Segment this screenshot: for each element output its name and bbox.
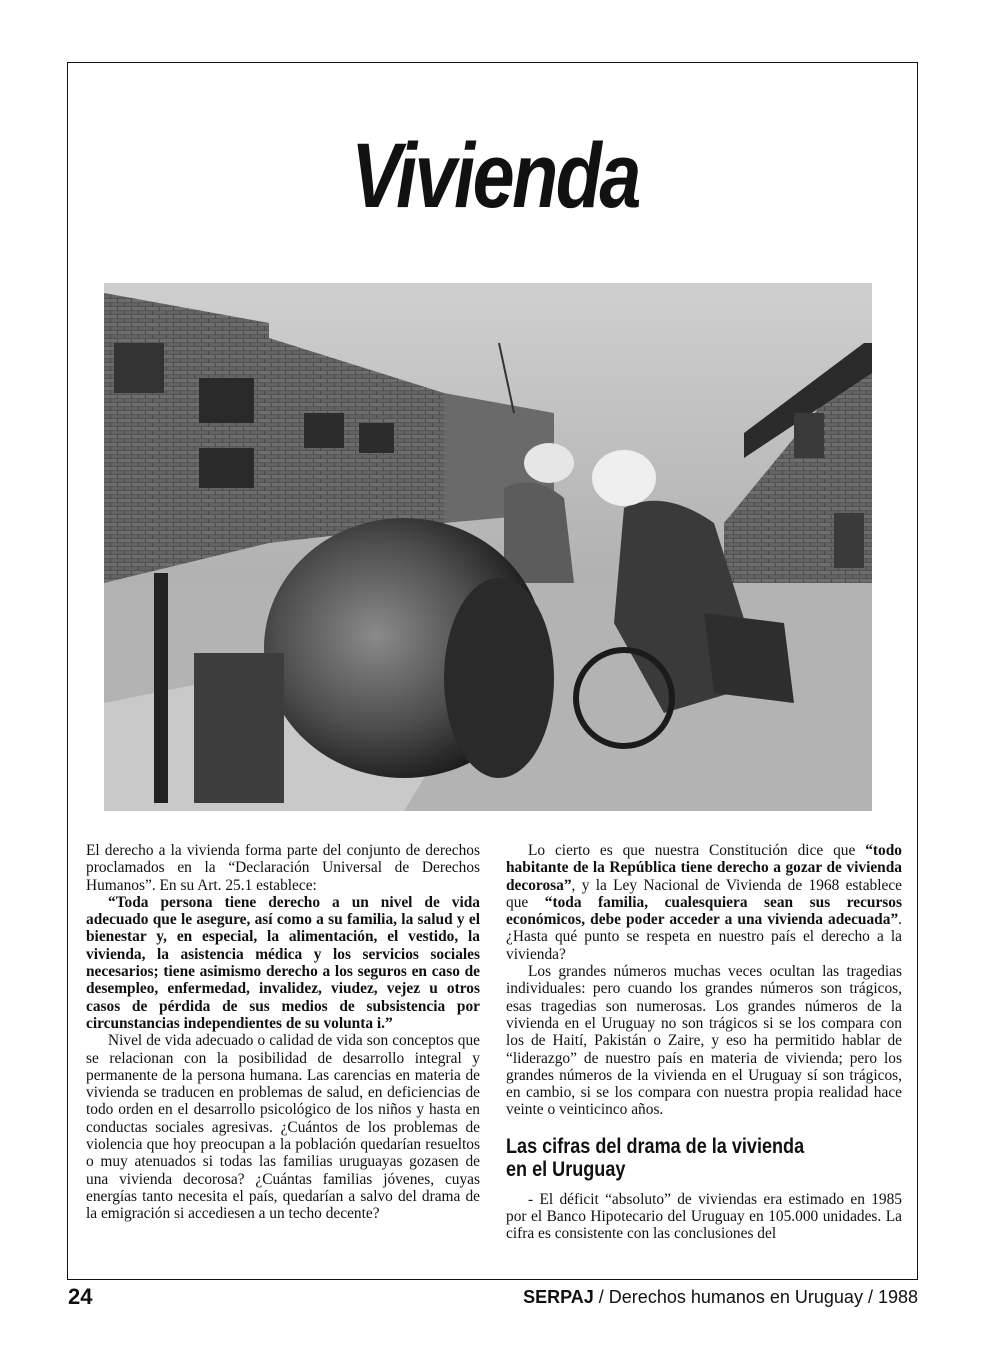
constitution-quote: “todo habitante de la República tiene derecho a gozar de vivienda decorosa” (506, 842, 902, 894)
construction-photo (104, 283, 872, 811)
running-footer (523, 1287, 918, 1308)
constitution-text-c: , y la Ley Nacional de Vivienda de 1968 establece que (506, 876, 902, 911)
deficit-paragraph: - El déficit “absoluto” de viviendas era estimado en 1985 por el Banco Hipotecario del Uruguay en 105.000 unidades. La cifra es consistente con las conclusiones del (506, 1190, 902, 1243)
left-column (86, 842, 480, 1223)
section-heading-line-1: Las cifras del drama de la vivienda (506, 1134, 805, 1158)
publisher-brand: SERPAJ (523, 1287, 594, 1307)
declaration-quote (86, 894, 480, 1032)
page-number: 24 (68, 1284, 93, 1309)
section-heading (506, 1135, 847, 1181)
intro-paragraph: El derecho a la vivienda forma parte del conjunto de derechos proclamados en la “Declaración Universal de Derechos Humanos”. En su Art. 25.1 establece: (86, 842, 480, 894)
housing-law-quote: “toda familia, cualesquiera sean sus recursos económicos, debe poder acceder a una vivienda adecuada” (506, 893, 902, 929)
constitution-paragraph (506, 842, 902, 963)
big-numbers-paragraph: Los grandes números muchas veces ocultan las tragedias individuales: pero cuando los grandes números son trágicos, esas tragedias son numerosas. Los grandes números de la vivienda en el Uruguay no son trágicos si se los compara con los de Haití, Pakistán o Zaire, y eso ha permitido hablar de “liderazgo” de nuestro país en materia de vivienda; pero los grandes números de la vivienda en el Uruguay sí son trágicos, en cambio, si se los compara con nuestra propia realidad hace veinte o veinticinco años. (506, 963, 902, 1119)
publication-title: / Derechos humanos en Uruguay / 1988 (593, 1287, 918, 1307)
section-heading-line-2: en el Uruguay (506, 1157, 626, 1181)
quality-of-life-paragraph: Nivel de vida adecuado o calidad de vida son conceptos que se relacionan con la posibilidad de desarrollo integral y permanente de la persona humana. Las carencias en materia de vivienda se traducen en problemas de salud, en deficiencias de todo orden en el desarrollo psicológico de los niños y hasta en conductas sociales agresivas. ¿Cuántos de los problemas de violencia que hoy preocupan a la población quedarían resueltos o muy atenuados si todas las familias uruguayas gozasen de una vivienda decorosa? ¿Cuántas familias jóvenes, cuyas energías tanto necesita el país, quedarían a salvo del drama de la emigración si accediesen a un techo decente? (86, 1032, 480, 1223)
constitution-text-a: Lo cierto es que nuestra Constitución dice que (528, 842, 866, 859)
page-title: Vivienda (351, 125, 639, 227)
construction-photo-drawing (104, 283, 872, 811)
constitution-text-e: . ¿Hasta qué punto se respeta en nuestro país el derecho a la vivienda? (506, 911, 902, 963)
right-column (506, 842, 902, 1243)
declaration-quote-text: “Toda persona tiene derecho a un nivel de vida adecuado que le asegure, así como a su familia, la salud y el bienestar y, en especial, la alimentación, el vestido, la vivienda, la asistencia médica y los servicios sociales necesarios; tiene asimismo derecho a los seguros en caso de desempleo, enfermedad, invalidez, viudez, vejez u otros casos de pérdida de sus medios de subsistencia por circunstancias independientes de su volunta i.” (86, 893, 480, 1032)
